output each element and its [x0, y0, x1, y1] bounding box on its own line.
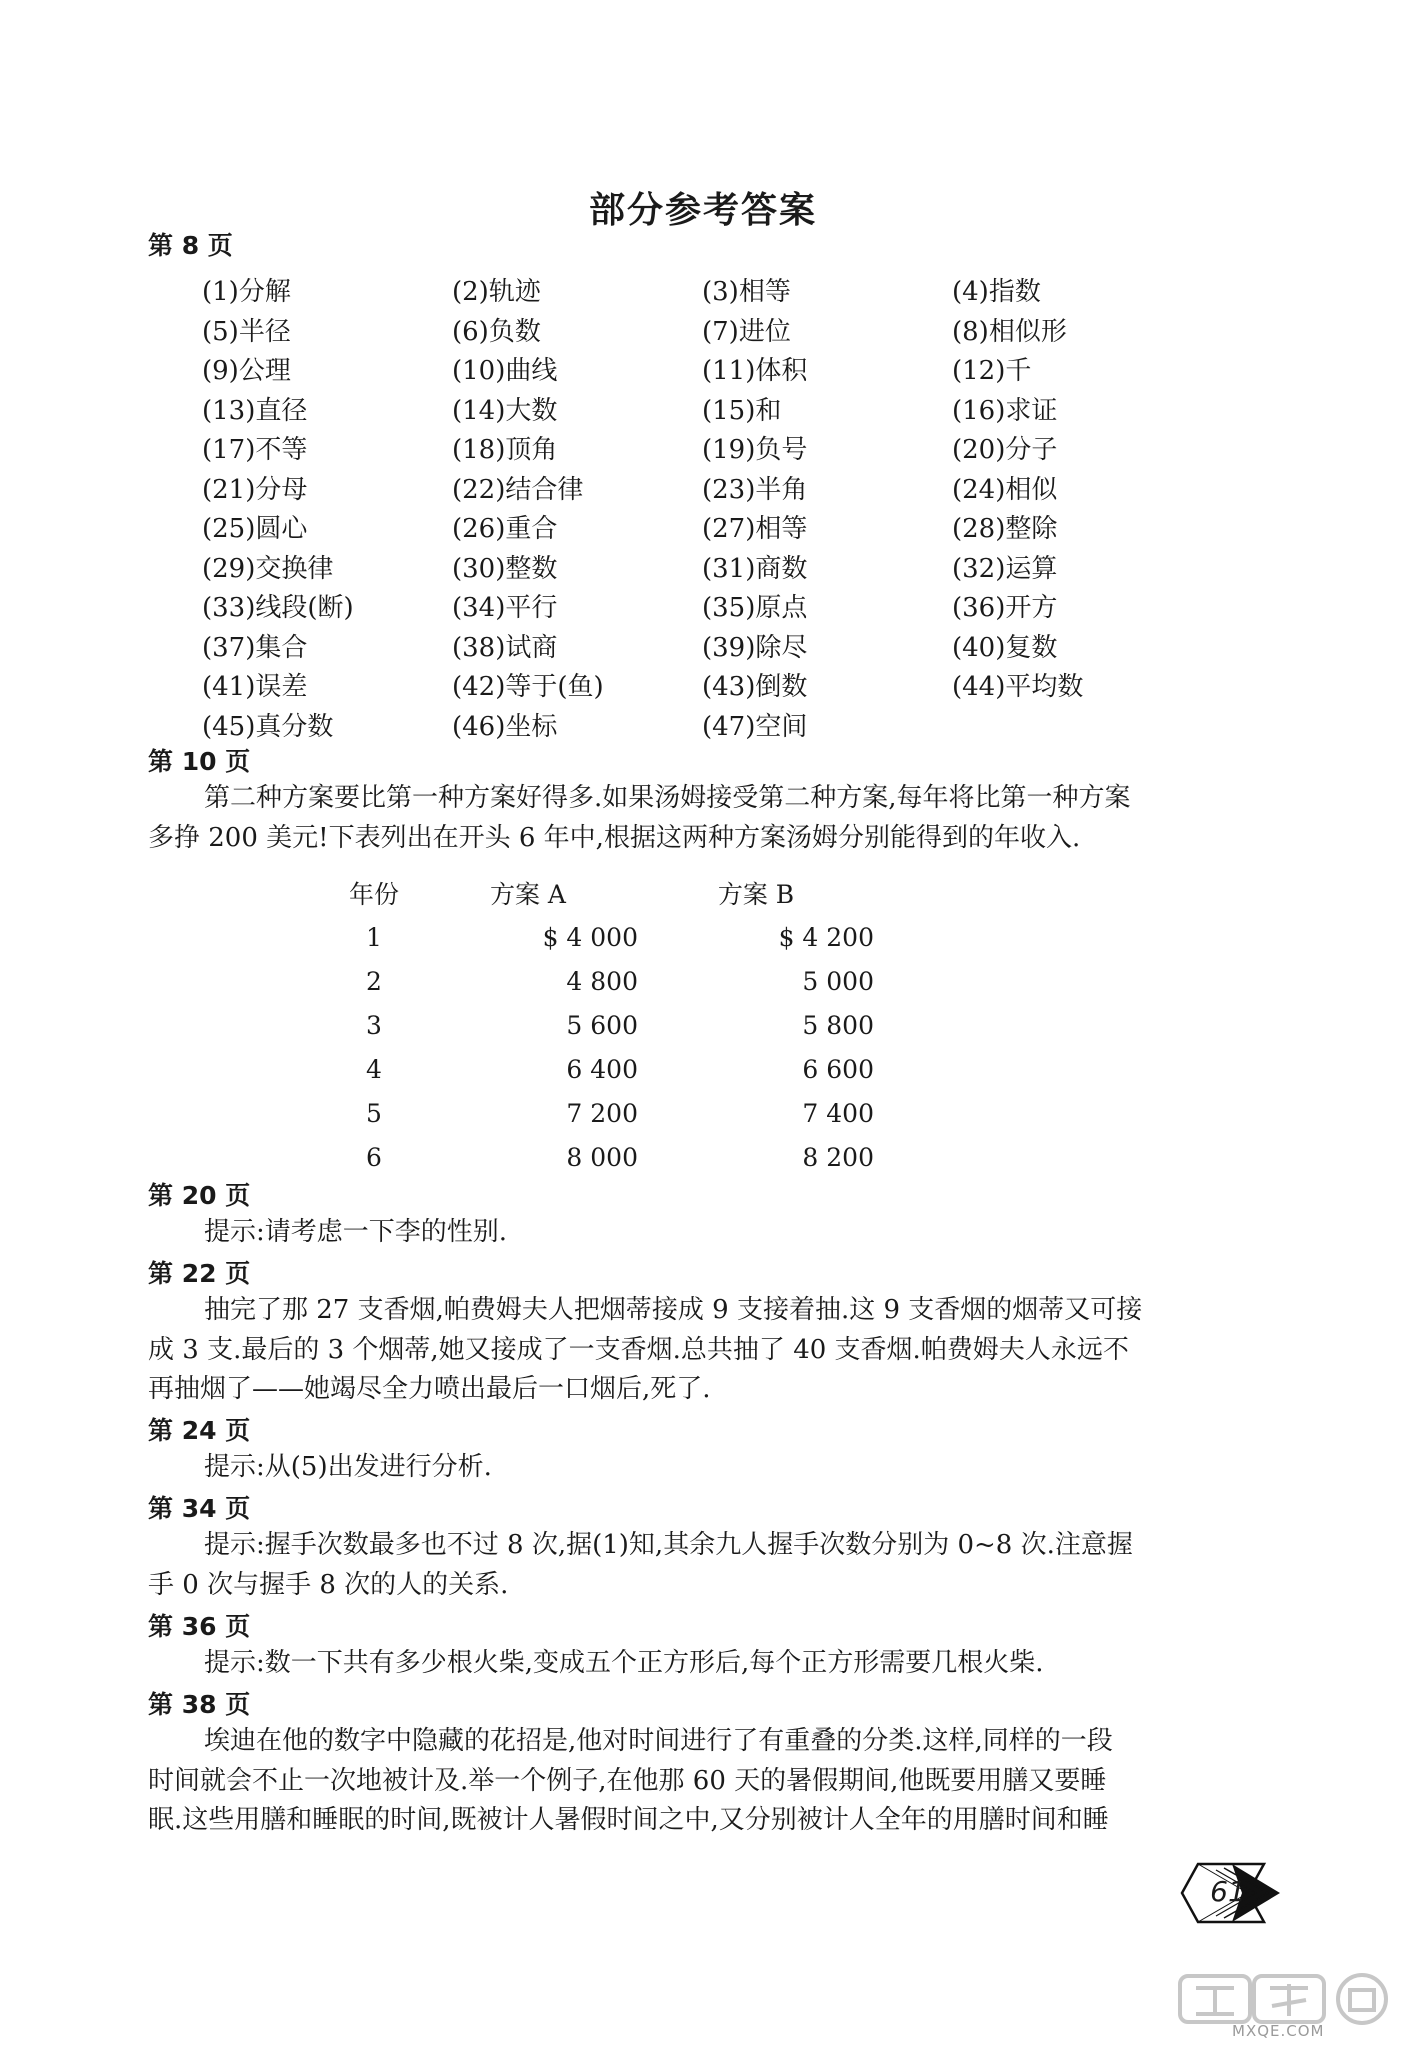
table-cell: 8 200	[802, 1142, 874, 1172]
answer-item: (30)整数	[452, 553, 558, 584]
table-cell: 2	[366, 966, 382, 996]
answer-item: (38)试商	[452, 632, 558, 663]
table-cell: 4 800	[566, 966, 638, 996]
text-line: 眠.这些用膳和睡眠的时间,既被计人暑假时间之中,又分别被计人全年的用膳时间和睡	[148, 1805, 1109, 1835]
answer-item: (13)直径	[202, 395, 308, 426]
table-cell: 6 400	[566, 1054, 638, 1084]
answer-item: (24)相似	[952, 474, 1058, 505]
answer-row	[202, 468, 1202, 508]
page-number: 61	[1210, 1875, 1246, 1908]
text-line: 时间就会不止一次地被计及.举一个例子,在他那 60 天的暑假期间,他既要用膳又要睡	[148, 1765, 1107, 1796]
paragraph-p20	[148, 1213, 1258, 1253]
answer-row	[202, 349, 1202, 389]
text-line: 手 0 次与握手 8 次的人的关系.	[148, 1569, 509, 1600]
table-row	[330, 915, 874, 959]
table-cell: 8 000	[566, 1142, 638, 1172]
paragraph-p24	[148, 1448, 1258, 1488]
answer-item: (29)交换律	[202, 553, 334, 584]
answer-row	[202, 428, 1202, 468]
answer-item: (21)分母	[202, 474, 308, 505]
answer-item: (17)不等	[202, 435, 308, 466]
answer-row	[202, 507, 1202, 547]
section-heading-p8: 第 8 页	[148, 231, 233, 260]
answer-item: (7)进位	[702, 316, 791, 347]
text-line: 提示:数一下共有多少根火柴,变成五个正方形后,每个正方形需要几根火柴.	[204, 1648, 1044, 1678]
section-heading-p22: 第 22 页	[148, 1259, 251, 1288]
answer-item: (26)重合	[452, 514, 558, 545]
table-cell: 7 200	[566, 1098, 638, 1128]
answer-row	[202, 705, 1202, 745]
answer-item: (22)结合律	[452, 474, 584, 505]
page-title: 部分参考答案	[588, 190, 817, 231]
answer-item: (32)运算	[952, 553, 1058, 584]
answer-item: (47)空间	[702, 711, 808, 742]
answer-item: (45)真分数	[202, 711, 334, 742]
section-heading-p10: 第 10 页	[148, 747, 251, 776]
answer-item: (36)开方	[952, 593, 1058, 624]
paragraph-p38	[148, 1722, 1258, 1841]
answer-item: (6)负数	[452, 316, 541, 347]
text-line: 抽完了那 27 支香烟,帕费姆夫人把烟蒂接成 9 支接着抽.这 9 支香烟的烟蒂又可接	[204, 1295, 1143, 1325]
answer-item: (34)平行	[452, 593, 558, 624]
answer-item: (5)半径	[202, 316, 291, 347]
section-heading-p24: 第 24 页	[148, 1416, 251, 1445]
answer-item: (10)曲线	[452, 356, 558, 387]
answer-item: (43)倒数	[702, 672, 808, 703]
answer-item: (35)原点	[702, 593, 808, 624]
answer-item: (2)轨迹	[452, 277, 541, 308]
answer-item: (18)顶角	[452, 435, 558, 466]
text-line: 成 3 支.最后的 3 个烟蒂,她又接成了一支香烟.总共抽了 40 支香烟.帕费姆夫人永远不	[148, 1334, 1129, 1365]
table-cell: 3	[366, 1010, 382, 1040]
table-row	[330, 1003, 874, 1047]
text-line: 提示:请考虑一下李的性别.	[204, 1217, 508, 1247]
section-heading-p38: 第 38 页	[148, 1690, 251, 1719]
answer-item: (3)相等	[702, 277, 791, 308]
answer-item: (31)商数	[702, 553, 808, 584]
watermark-text: MXQE.COM	[1232, 2022, 1325, 2040]
table-row	[330, 959, 874, 1003]
text-line: 再抽烟了——她竭尽全力喷出最后一口烟后,死了.	[148, 1374, 711, 1404]
table-row	[330, 1091, 874, 1135]
answer-row	[202, 665, 1202, 705]
paragraph-p36	[148, 1644, 1258, 1684]
table-cell: 5 600	[566, 1010, 638, 1040]
answer-row	[202, 626, 1202, 666]
income-table	[330, 871, 874, 1179]
answer-item: (8)相似形	[952, 316, 1067, 347]
answer-row	[202, 389, 1202, 429]
table-cell: 4	[366, 1054, 382, 1084]
table-row	[330, 1135, 874, 1179]
answer-item: (9)公理	[202, 356, 291, 387]
answer-item: (28)整除	[952, 514, 1058, 545]
answer-item: (41)误差	[202, 672, 308, 703]
section-heading-p34: 第 34 页	[148, 1494, 251, 1523]
text-line: 第二种方案要比第一种方案好得多.如果汤姆接受第二种方案,每年将比第一种方案	[204, 783, 1131, 813]
answer-item: (37)集合	[202, 632, 308, 663]
table-header-row	[330, 871, 874, 915]
answer-row	[202, 547, 1202, 587]
table-header: 方案 A	[489, 880, 566, 909]
answer-item: (20)分子	[952, 435, 1058, 466]
answer-item: (11)体积	[702, 356, 808, 387]
table-header: 方案 B	[717, 880, 795, 909]
answer-item: (42)等于(鱼)	[452, 672, 604, 703]
answer-item: (12)千	[952, 356, 1032, 387]
answer-item: (33)线段(断)	[202, 593, 354, 624]
table-cell: 6 600	[802, 1054, 874, 1084]
table-cell: 1	[366, 922, 382, 952]
answer-item: (25)圆心	[202, 514, 308, 545]
table-header: 年份	[348, 880, 399, 909]
table-cell: 5 800	[802, 1010, 874, 1040]
answer-row	[202, 270, 1202, 310]
section-heading-p36: 第 36 页	[148, 1612, 251, 1641]
paragraph-p22	[148, 1291, 1258, 1410]
table-cell: $ 4 200	[778, 922, 874, 952]
answer-item: (27)相等	[702, 514, 808, 545]
text-line: 埃迪在他的数字中隐藏的花招是,他对时间进行了有重叠的分类.这样,同样的一段	[204, 1726, 1113, 1756]
answer-item: (15)和	[702, 395, 782, 426]
table-cell: 7 400	[802, 1098, 874, 1128]
answer-grid	[202, 270, 1202, 744]
table-cell: $ 4 000	[542, 922, 638, 952]
answer-item: (23)半角	[702, 474, 808, 505]
table-cell: 5 000	[802, 966, 874, 996]
text-line: 提示:从(5)出发进行分析.	[204, 1452, 492, 1482]
answer-item: (39)除尽	[702, 632, 808, 663]
table-cell: 6	[366, 1142, 382, 1172]
answer-item: (1)分解	[202, 277, 291, 308]
answer-item: (4)指数	[952, 277, 1041, 308]
answer-item: (19)负号	[702, 435, 808, 466]
answer-item: (14)大数	[452, 395, 558, 426]
answer-row	[202, 586, 1202, 626]
section-heading-p20: 第 20 页	[148, 1181, 251, 1210]
table-cell: 5	[366, 1098, 382, 1128]
answer-item: (46)坐标	[452, 711, 558, 742]
answer-item: (16)求证	[952, 395, 1058, 426]
table-row	[330, 1047, 874, 1091]
text-line: 提示:握手次数最多也不过 8 次,据(1)知,其余九人握手次数分别为 0~8 次.注意握	[204, 1530, 1133, 1560]
answer-item: (44)平均数	[952, 672, 1084, 703]
text-line: 多挣 200 美元!下表列出在开头 6 年中,根据这两种方案汤姆分别能得到的年收入.	[148, 822, 1081, 853]
paragraph-p10	[148, 779, 1258, 858]
answer-item: (40)复数	[952, 632, 1058, 663]
paragraph-p34	[148, 1526, 1258, 1605]
answer-row	[202, 310, 1202, 350]
